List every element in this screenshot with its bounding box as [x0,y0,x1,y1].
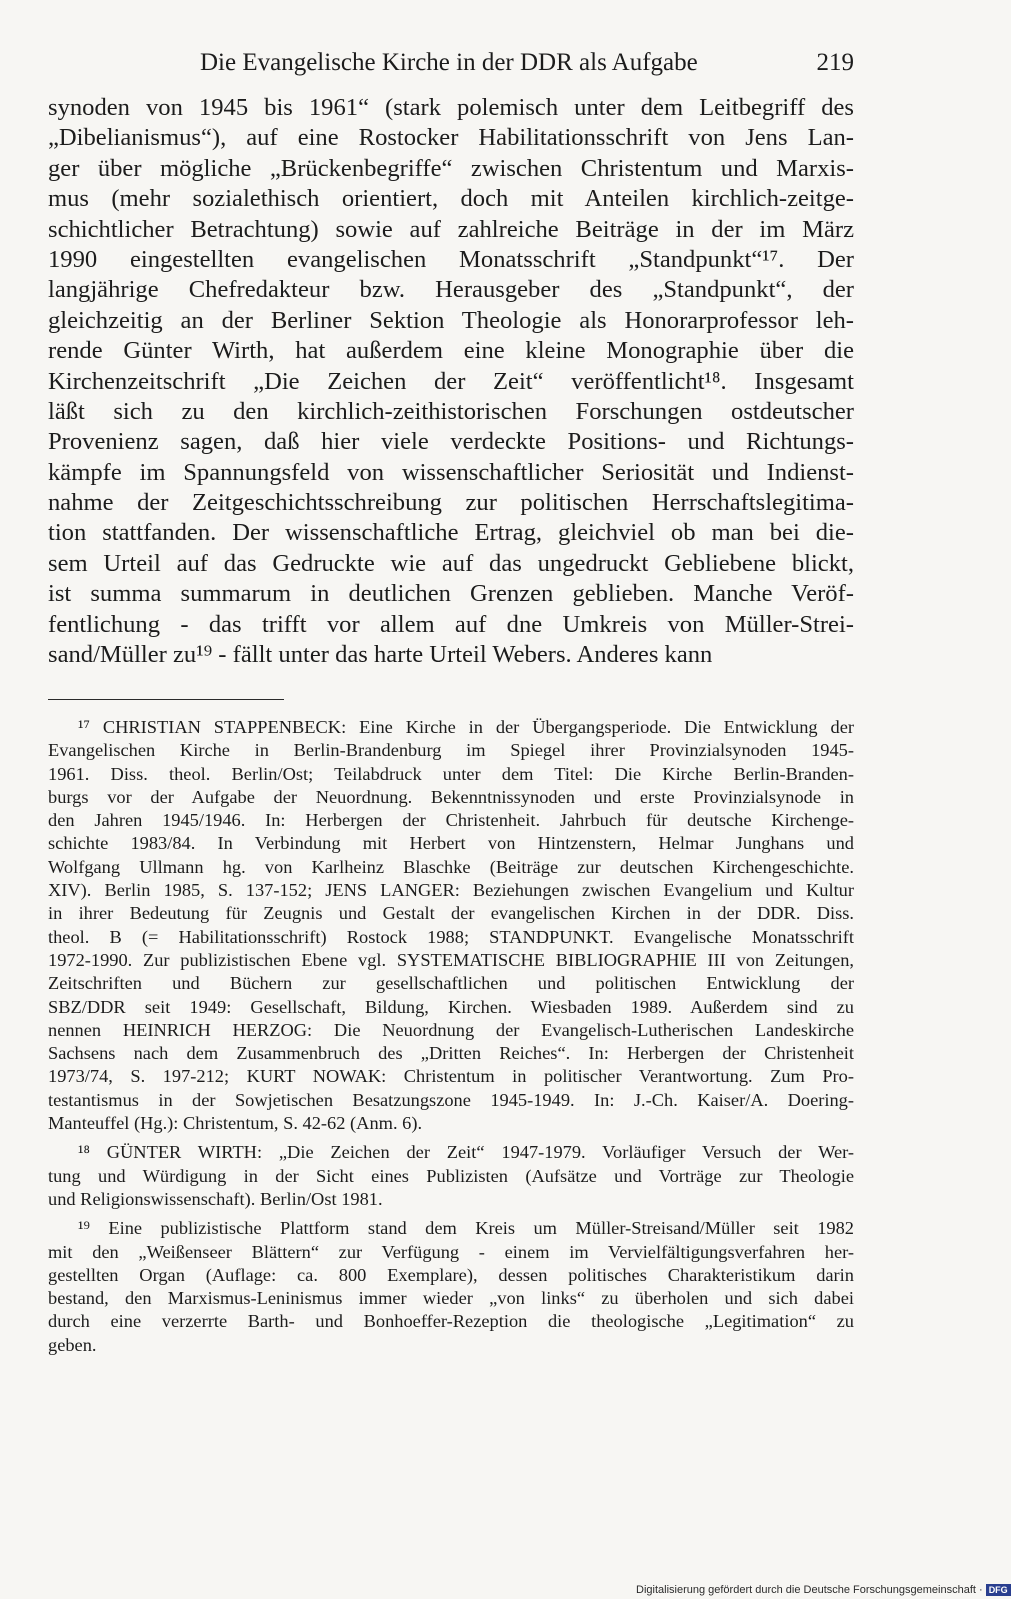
footnote-17 [48,716,854,1135]
footnote-line: Manteuffel (Hg.): Christentum, S. 42-62 (Anm. 6). [48,1113,423,1134]
footnotes [48,716,854,1357]
body-line: sem Urteil auf das Gedruckte wie auf das ungedruckt Gebliebene blickt, [48,549,854,577]
body-line: schichtlicher Betrachtung) sowie auf zahlreiche Beiträge in der im März [48,215,854,243]
body-line: fentlichung - das trifft vor allem auf dne Umkreis von Müller-Strei- [48,610,854,638]
footnote-line: 1972-1990. Zur publizistischen Ebene vgl. SYSTEMATISCHE BIBLIOGRAPHIE III von Zeitungen, [48,949,854,970]
footnote-line: Sachsens nach dem Zusammenbruch des „Dritten Reiches“. In: Herbergen der Christenheit [48,1043,854,1064]
body-line: Kirchenzeitschrift „Die Zeichen der Zeit“ veröffentlicht¹⁸. Insgesamt [48,367,854,395]
running-head-title: Die Evangelische Kirche in der DDR als Aufgabe [200,49,698,76]
body-line: synoden von 1945 bis 1961“ (stark polemisch unter dem Leitbegriff des [48,94,854,121]
body-line: „Dibelianismus“), auf eine Rostocker Habilitationsschrift von Jens Lan- [48,124,854,152]
body-line: ger über mögliche „Brückenbegriffe“ zwischen Christentum und Marxis- [48,154,854,182]
footnote-line: testantismus in der Sowjetischen Besatzungszone 1945-1949. In: J.-Ch. Kaiser/A. Doering- [48,1089,854,1110]
body-line: nahme der Zeitgeschichtsschreibung zur politischen Herrschaftslegitima- [48,489,854,517]
body-line: mus (mehr sozialethisch orientiert, doch mit Anteilen kirchlich-zeitge- [48,185,854,213]
body-line: langjährige Chefredakteur bzw. Herausgeber des „Standpunkt“, der [48,276,854,304]
footnote-19 [48,1217,854,1357]
footnote-line: 1961. Diss. theol. Berlin/Ost; Teilabdruck unter dem Titel: Die Kirche Berlin-Branden- [48,763,854,784]
body-line: 1990 eingestellten evangelischen Monatsschrift „Standpunkt“¹⁷. Der [48,245,854,273]
footnote-line: SBZ/DDR seit 1949: Gesellschaft, Bildung, Kirchen. Wiesbaden 1989. Außerdem sind zu [48,996,854,1017]
footnote-line: Wolfgang Ullmann hg. von Karlheinz Blaschke (Beiträge zur deutschen Kirchengeschichte. [48,856,854,877]
footnote-line: den Jahren 1945/1946. In: Herbergen der Christenheit. Jahrbuch für deutsche Kirchenge- [48,810,854,831]
footnote-line: Evangelischen Kirche in Berlin-Brandenburg im Spiegel ihrer Provinzialsynoden 1945- [48,740,854,761]
footnote-line: mit den „Weißenseer Blättern“ zur Verfügung - einem im Vervielfältigungsverfahren her- [48,1241,854,1262]
footnote-line: durch eine verzerrte Barth- und Bonhoeffer-Rezeption die theologische „Legitimation“ zu [48,1311,854,1332]
dfg-logo: DFG [986,1584,1011,1596]
footnote-line: ¹⁸ GÜNTER WIRTH: „Die Zeichen der Zeit“ 1947-1979. Vorläufiger Versuch der Wer- [78,1142,854,1163]
digitization-footer [636,1582,1008,1598]
body-line: läßt sich zu den kirchlich-zeithistorischen Forschungen ostdeutscher [48,397,854,425]
footnote-line: bestand, den Marxismus-Leninismus immer wieder „von links“ zu überholen und sich dabei [48,1288,854,1309]
footer-text: Digitalisierung gefördert durch die Deutsche Forschungsgemeinschaft · [636,1584,983,1596]
footnote-line: 1973/74, S. 197-212; KURT NOWAK: Christentum in politischer Verantwortung. Zum Pro- [48,1066,854,1087]
running-head [48,45,854,81]
footnote-line: XIV). Berlin 1985, S. 137-152; JENS LANGER: Beziehungen zwischen Evangelium und Kultur [48,880,854,901]
footnote-line: und Religionswissenschaft). Berlin/Ost 1981. [48,1188,383,1209]
footnote-line: geben. [48,1334,97,1355]
body-line: Provenienz sagen, daß hier viele verdeckte Positions- und Richtungs- [48,428,854,456]
footnote-separator [48,699,284,700]
body-line: tion stattfanden. Der wissenschaftliche Ertrag, gleichviel ob man bei die- [48,519,854,547]
body-line: gleichzeitig an der Berliner Sektion Theologie als Honorarprofessor leh- [48,306,854,334]
body-line: kämpfe im Spannungsfeld von wissenschaftlicher Seriosität und Indienst- [48,458,854,486]
body-line: rende Günter Wirth, hat außerdem eine kleine Monographie über die [48,337,854,365]
body-line: ist summa summarum in deutlichen Grenzen geblieben. Manche Veröf- [48,580,854,608]
footnote-line: Zeitschriften und Büchern zur gesellschaftlichen und politischen Entwicklung der [48,973,854,994]
footnote-line: tung und Würdigung in der Sicht eines Publizisten (Aufsätze und Vorträge zur Theologie [48,1165,854,1186]
body-line: sand/Müller zu¹⁹ - fällt unter das harte Urteil Webers. Anderes kann [48,641,713,669]
footnote-line: gestellten Organ (Auflage: ca. 800 Exemplare), dessen politisches Charakteristikum darin [48,1264,854,1285]
page-number: 219 [816,49,854,76]
footnote-18 [48,1141,854,1211]
footnote-line: schichte 1983/84. In Verbindung mit Herbert von Hintzenstern, Helmar Junghans und [48,833,854,854]
footnote-line: nennen HEINRICH HERZOG: Die Neuordnung der Evangelisch-Lutherischen Landeskirche [48,1019,854,1040]
footnote-line: in ihrer Bedeutung für Zeugnis und Gestalt der evangelischen Kirchen in der DDR. Diss. [48,903,854,924]
body-text [48,93,854,670]
footnote-line: ¹⁷ CHRISTIAN STAPPENBECK: Eine Kirche in der Übergangsperiode. Die Entwicklung der [78,717,854,737]
footnote-line: ¹⁹ Eine publizistische Plattform stand dem Kreis um Müller-Streisand/Müller seit 1982 [78,1218,854,1239]
footnote-line: burgs vor der Aufgabe der Neuordnung. Bekenntnissynoden und erste Provinzialsynode in [48,786,854,807]
footnote-line: theol. B (= Habilitationsschrift) Rostock 1988; STANDPUNKT. Evangelische Monatsschrift [48,926,854,947]
